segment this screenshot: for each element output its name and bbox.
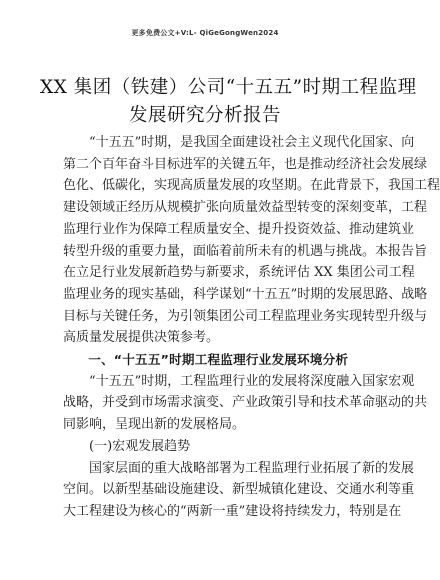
intro-line: 监理行业作为保障工程质量安全、提升投资效益、推动建筑业 [63, 221, 415, 237]
title-line-1: XX 集团（铁建）公司“十五五”时期工程监理 [40, 77, 417, 98]
intro-line: 高质量发展提供决策参考。 [63, 330, 220, 346]
header-note: 更多免费公文+V:L- QiGeGongWen2024 [131, 29, 279, 37]
section-line: 同影响，呈现出新的发展格局。 [63, 417, 246, 433]
section-heading: 一、“十五五”时期工程监理行业发展环境分析 [88, 352, 349, 368]
intro-line: “十五五”时期，是我国全面建设社会主义现代化国家、向 [89, 135, 415, 150]
subsection-line: 国家层面的重大战略部署为工程监理行业拓展了新的发展 [89, 460, 415, 476]
subsection-line: 大工程建设为核心的“两新一重”建设将持续发力，特别是在 [63, 503, 402, 519]
intro-line: 目标与关键任务，为引领集团公司工程监理业务实现转型升级与 [63, 308, 428, 324]
subsection-heading: (一)宏观发展趋势 [89, 438, 191, 454]
intro-line: 建设领域正经历从规模扩张向质量效益型转变的深刻变革，工程 [63, 200, 428, 216]
document-title [40, 74, 417, 130]
document-body [63, 132, 440, 523]
subsection-line: 空间。以新型基础设施建设、新型城镇化建设、交通水利等重 [63, 482, 415, 498]
intro-line: 第二个百年奋斗目标进军的关键五年，也是推动经济社会发展绿 [63, 156, 428, 172]
intro-line: 色化、低碳化，实现高质量发展的攻坚期。在此背景下，我国工程 [63, 178, 440, 194]
intro-line: 转型升级的重要力量，面临着前所未有的机遇与挑战。本报告旨 [63, 243, 428, 259]
section-line: “十五五”时期，工程监理行业的发展将深度融入国家宏观 [89, 373, 415, 389]
title-line-2: 发展研究分析报告 [128, 105, 281, 126]
intro-line: 监理业务的现实基础，科学谋划“十五五”时期的发展思路、战略 [63, 286, 428, 302]
section-line: 战略，并受到市场需求演变、产业政策引导和技术革命驱动的共 [63, 395, 428, 411]
intro-line: 在立足行业发展新趋势与新要求，系统评估 XX 集团公司工程 [63, 265, 415, 281]
